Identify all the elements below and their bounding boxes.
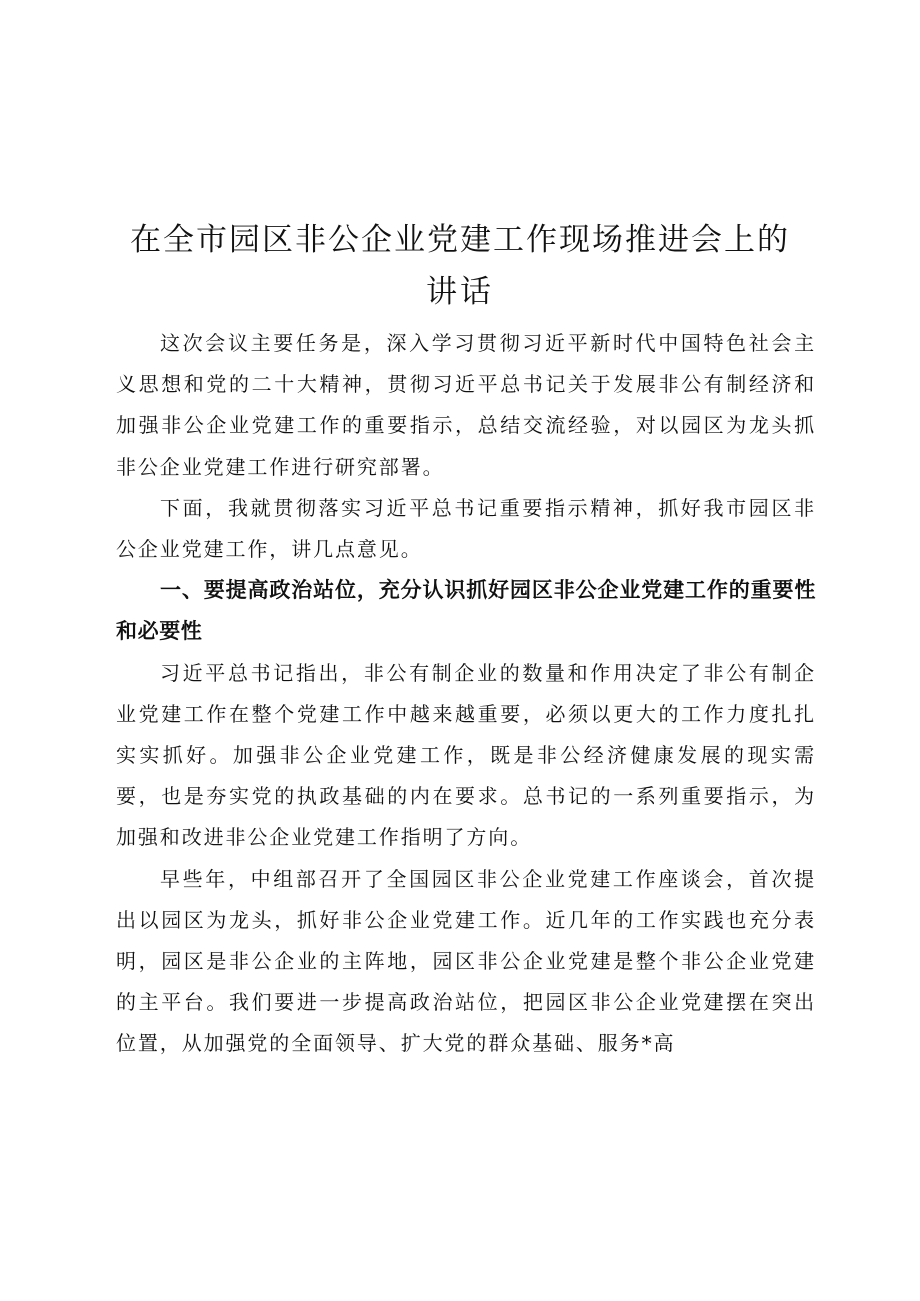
document-title-line-2: 讲话 <box>426 274 494 310</box>
document-title-line-1: 在全市园区非公企业党建工作现场推进会上的 <box>130 222 790 258</box>
document-body <box>116 323 816 1065</box>
section-1-paragraph-1: 习近平总书记指出，非公有制企业的数量和作用决定了非公有制企业党建工作在整个党建工作中越来越重要，必须以更大的工作力度扎扎实实抓好。加强非公企业党建工作，既是非公经济健康发展的现实需要，也是夯实党的执政基础的内在要求。总书记的一系列重要指示，为加强和改进非公企业党建工作指明了方向。 <box>116 660 816 850</box>
body-paragraph-2: 下面，我就贯彻落实习近平总书记重要指示精神，抓好我市园区非公企业党建工作，讲几点意见。 <box>116 495 816 562</box>
section-1-paragraph-2: 早些年，中组部召开了全国园区非公企业党建工作座谈会，首次提出以园区为龙头，抓好非公企业党建工作。近几年的工作实践也充分表明，园区是非公企业的主阵地，园区非公企业党建是整个非公企业党建的主平台。我们要进一步提高政治站位，把园区非公企业党建摆在突出位置，从加强党的全面领导、扩大党的群众基础、服务*高 <box>116 866 816 1056</box>
section-heading-1: 一、要提高政治站位，充分认识抓好园区非公企业党建工作的重要性和必要性 <box>116 578 816 644</box>
body-paragraph-1: 这次会议主要任务是，深入学习贯彻习近平新时代中国特色社会主义思想和党的二十大精神，贯彻习近平总书记关于发展非公有制经济和加强非公企业党建工作的重要指示，总结交流经验，对以园区为龙头抓非公企业党建工作进行研究部署。 <box>116 331 816 479</box>
